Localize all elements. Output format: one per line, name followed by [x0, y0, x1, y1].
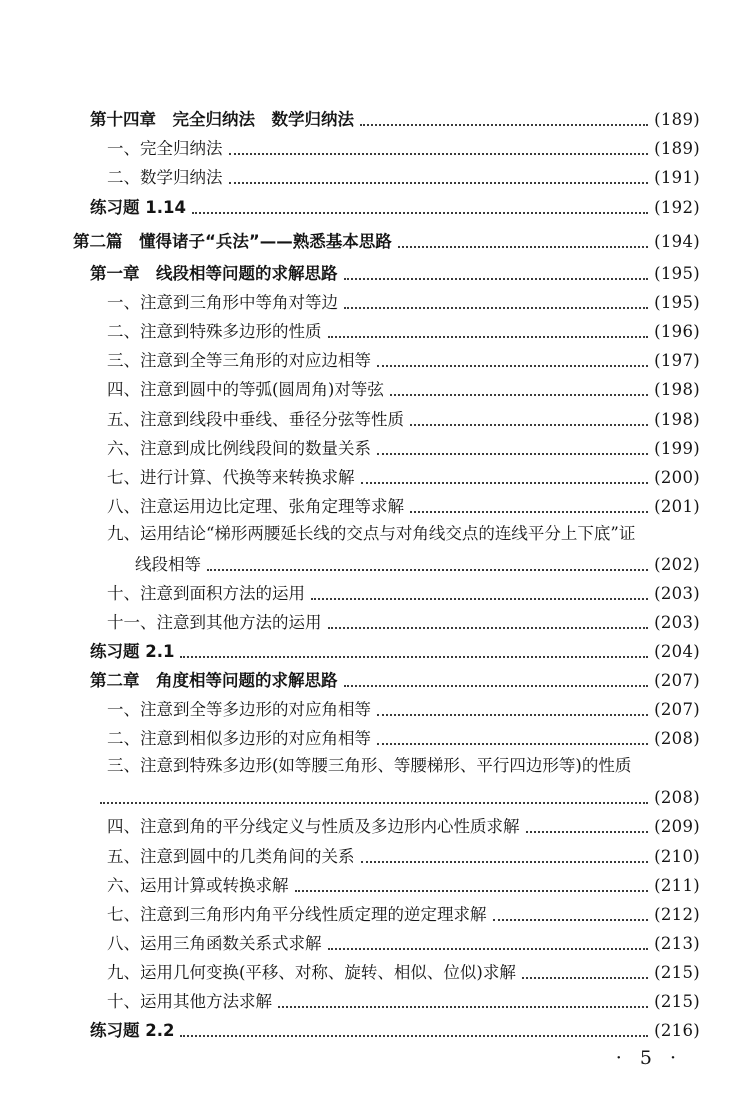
toc-entry[interactable] — [0, 901, 750, 927]
toc-label: 一、注意到全等多边形的对应角相等 — [107, 700, 371, 719]
dot-leader — [410, 424, 648, 426]
toc-label: 二、注意到特殊多边形的性质 — [107, 322, 322, 341]
toc-label: 三、注意到全等三角形的对应边相等 — [107, 351, 371, 370]
toc-entry[interactable] — [0, 493, 750, 519]
toc-page-number: (201) — [654, 497, 700, 516]
dot-leader — [278, 1006, 648, 1008]
toc-page-number: (203) — [654, 584, 700, 603]
dot-leader — [360, 124, 648, 126]
dot-leader — [390, 394, 648, 396]
toc-entry[interactable] — [0, 696, 750, 722]
toc-label: 练习题 1.14 — [90, 198, 186, 217]
toc-entry[interactable] — [0, 872, 750, 898]
toc-entry[interactable] — [0, 930, 750, 956]
toc-entry-wrapped-second-line[interactable] — [0, 551, 750, 577]
toc-label: 十、注意到面积方法的运用 — [107, 584, 305, 603]
toc-entry-exercise[interactable] — [0, 194, 750, 220]
toc-entry-part-2[interactable] — [0, 228, 750, 254]
toc-page-number: (213) — [654, 934, 700, 953]
toc-page-number: (192) — [654, 198, 700, 217]
toc-page-number: (211) — [654, 876, 700, 895]
toc-entry-exercise[interactable] — [0, 1017, 750, 1043]
toc-page-number: (210) — [654, 847, 700, 866]
toc-page-number: (189) — [654, 110, 700, 129]
toc-page-number: (204) — [654, 642, 700, 661]
toc-entry[interactable] — [0, 289, 750, 315]
dot-leader — [295, 890, 649, 892]
toc-page-number: (200) — [654, 468, 700, 487]
toc-entry[interactable] — [0, 376, 750, 402]
toc-entry-wrapped-second-line[interactable] — [0, 784, 750, 810]
dot-leader — [180, 656, 648, 658]
toc-entry-chapter-2[interactable] — [0, 667, 750, 693]
dot-leader — [377, 743, 648, 745]
toc-page-number: (194) — [654, 232, 700, 251]
page-number-footer: · 5 · — [615, 1047, 682, 1069]
dot-leader — [207, 569, 648, 571]
dot-leader — [361, 482, 649, 484]
toc-label: 一、注意到三角形中等角对等边 — [107, 293, 338, 312]
toc-label: 八、注意运用边比定理、张角定理等求解 — [107, 497, 404, 516]
toc-label: 二、注意到相似多边形的对应角相等 — [107, 729, 371, 748]
dot-leader — [526, 831, 649, 833]
toc-page-number: (197) — [654, 351, 700, 370]
toc-entry[interactable] — [0, 164, 750, 190]
toc-label: 第二篇 懂得诸子“兵法”——熟悉基本思路 — [73, 232, 392, 251]
toc-entry[interactable] — [0, 406, 750, 432]
toc-page-number: (215) — [654, 963, 700, 982]
toc-page-number: (208) — [654, 788, 700, 807]
toc-page-number: (196) — [654, 322, 700, 341]
dot-leader — [328, 336, 649, 338]
dot-leader — [100, 802, 648, 804]
dot-leader — [493, 919, 649, 921]
toc-page-number: (198) — [654, 380, 700, 399]
dot-leader — [522, 977, 648, 979]
dot-leader — [192, 212, 648, 214]
toc-label: 九、运用几何变换(平移、对称、旋转、相似、位似)求解 — [107, 963, 516, 982]
dot-leader — [328, 948, 649, 950]
toc-entry-chapter-14[interactable] — [0, 106, 750, 132]
toc-entry-exercise[interactable] — [0, 638, 750, 664]
toc-label: 七、注意到三角形内角平分线性质定理的逆定理求解 — [107, 905, 487, 924]
toc-page-number: (207) — [654, 671, 700, 690]
dot-leader — [377, 365, 648, 367]
toc-page-number: (195) — [654, 264, 700, 283]
toc-page-number: (212) — [654, 905, 700, 924]
toc-label: 七、进行计算、代换等来转换求解 — [107, 468, 355, 487]
toc-page-number: (198) — [654, 410, 700, 429]
dot-leader — [180, 1035, 648, 1037]
toc-page-number: (195) — [654, 293, 700, 312]
toc-entry[interactable] — [0, 959, 750, 985]
toc-page-number: (199) — [654, 439, 700, 458]
toc-entry[interactable] — [0, 580, 750, 606]
dot-leader — [361, 861, 649, 863]
toc-entry[interactable] — [0, 435, 750, 461]
toc-entry[interactable] — [0, 609, 750, 635]
toc-entry[interactable] — [0, 318, 750, 344]
toc-label: 第十四章 完全归纳法 数学归纳法 — [90, 110, 354, 129]
toc-label: 十、运用其他方法求解 — [107, 992, 272, 1011]
toc-label: 十一、注意到其他方法的运用 — [107, 613, 322, 632]
dot-leader — [311, 598, 648, 600]
toc-entry[interactable] — [0, 464, 750, 490]
toc-page-number: (189) — [654, 139, 700, 158]
toc-label: 五、注意到圆中的几类角间的关系 — [107, 847, 355, 866]
dot-leader — [328, 627, 649, 629]
toc-entry[interactable] — [0, 725, 750, 751]
dot-leader — [344, 685, 649, 687]
toc-page-number: (207) — [654, 700, 700, 719]
toc-label: 线段相等 — [135, 555, 201, 574]
toc-label: 四、注意到角的平分线定义与性质及多边形内心性质求解 — [107, 817, 520, 836]
toc-label: 六、运用计算或转换求解 — [107, 876, 289, 895]
toc-entry[interactable] — [0, 843, 750, 869]
toc-page-number: (203) — [654, 613, 700, 632]
toc-label: 第一章 线段相等问题的求解思路 — [90, 264, 338, 283]
toc-entry-wrapped-first-line[interactable]: 九、运用结论“梯形两腰延长线的交点与对角线交点的连线平分上下底”证 — [107, 524, 636, 543]
dot-leader — [344, 307, 648, 309]
toc-label: 二、数学归纳法 — [107, 168, 223, 187]
toc-page-number: (202) — [654, 555, 700, 574]
toc-entry-chapter-1[interactable] — [0, 260, 750, 286]
toc-label: 六、注意到成比例线段间的数量关系 — [107, 439, 371, 458]
dot-leader — [377, 714, 648, 716]
toc-label: 一、完全归纳法 — [107, 139, 223, 158]
dot-leader — [410, 511, 648, 513]
toc-label: 第二章 角度相等问题的求解思路 — [90, 671, 338, 690]
dot-leader — [229, 182, 649, 184]
dot-leader — [229, 153, 649, 155]
toc-label: 练习题 2.1 — [90, 642, 175, 661]
toc-label: 四、注意到圆中的等弧(圆周角)对等弦 — [107, 380, 384, 399]
toc-page-number: (209) — [654, 817, 700, 836]
toc-entry-wrapped-first-line[interactable]: 三、注意到特殊多边形(如等腰三角形、等腰梯形、平行四边形等)的性质 — [107, 756, 632, 775]
dot-leader — [398, 246, 648, 248]
toc-label: 五、注意到线段中垂线、垂径分弦等性质 — [107, 410, 404, 429]
toc-page-number: (191) — [654, 168, 700, 187]
dot-leader — [344, 278, 649, 280]
toc-entry[interactable] — [0, 813, 750, 839]
toc-label: 练习题 2.2 — [90, 1021, 175, 1040]
dot-leader — [377, 453, 648, 455]
toc-entry[interactable] — [0, 988, 750, 1014]
toc-entry[interactable] — [0, 347, 750, 373]
toc-label: 八、运用三角函数关系式求解 — [107, 934, 322, 953]
toc-entry[interactable] — [0, 135, 750, 161]
toc-page-number: (216) — [654, 1021, 700, 1040]
toc-page-number: (208) — [654, 729, 700, 748]
toc-page-number: (215) — [654, 992, 700, 1011]
